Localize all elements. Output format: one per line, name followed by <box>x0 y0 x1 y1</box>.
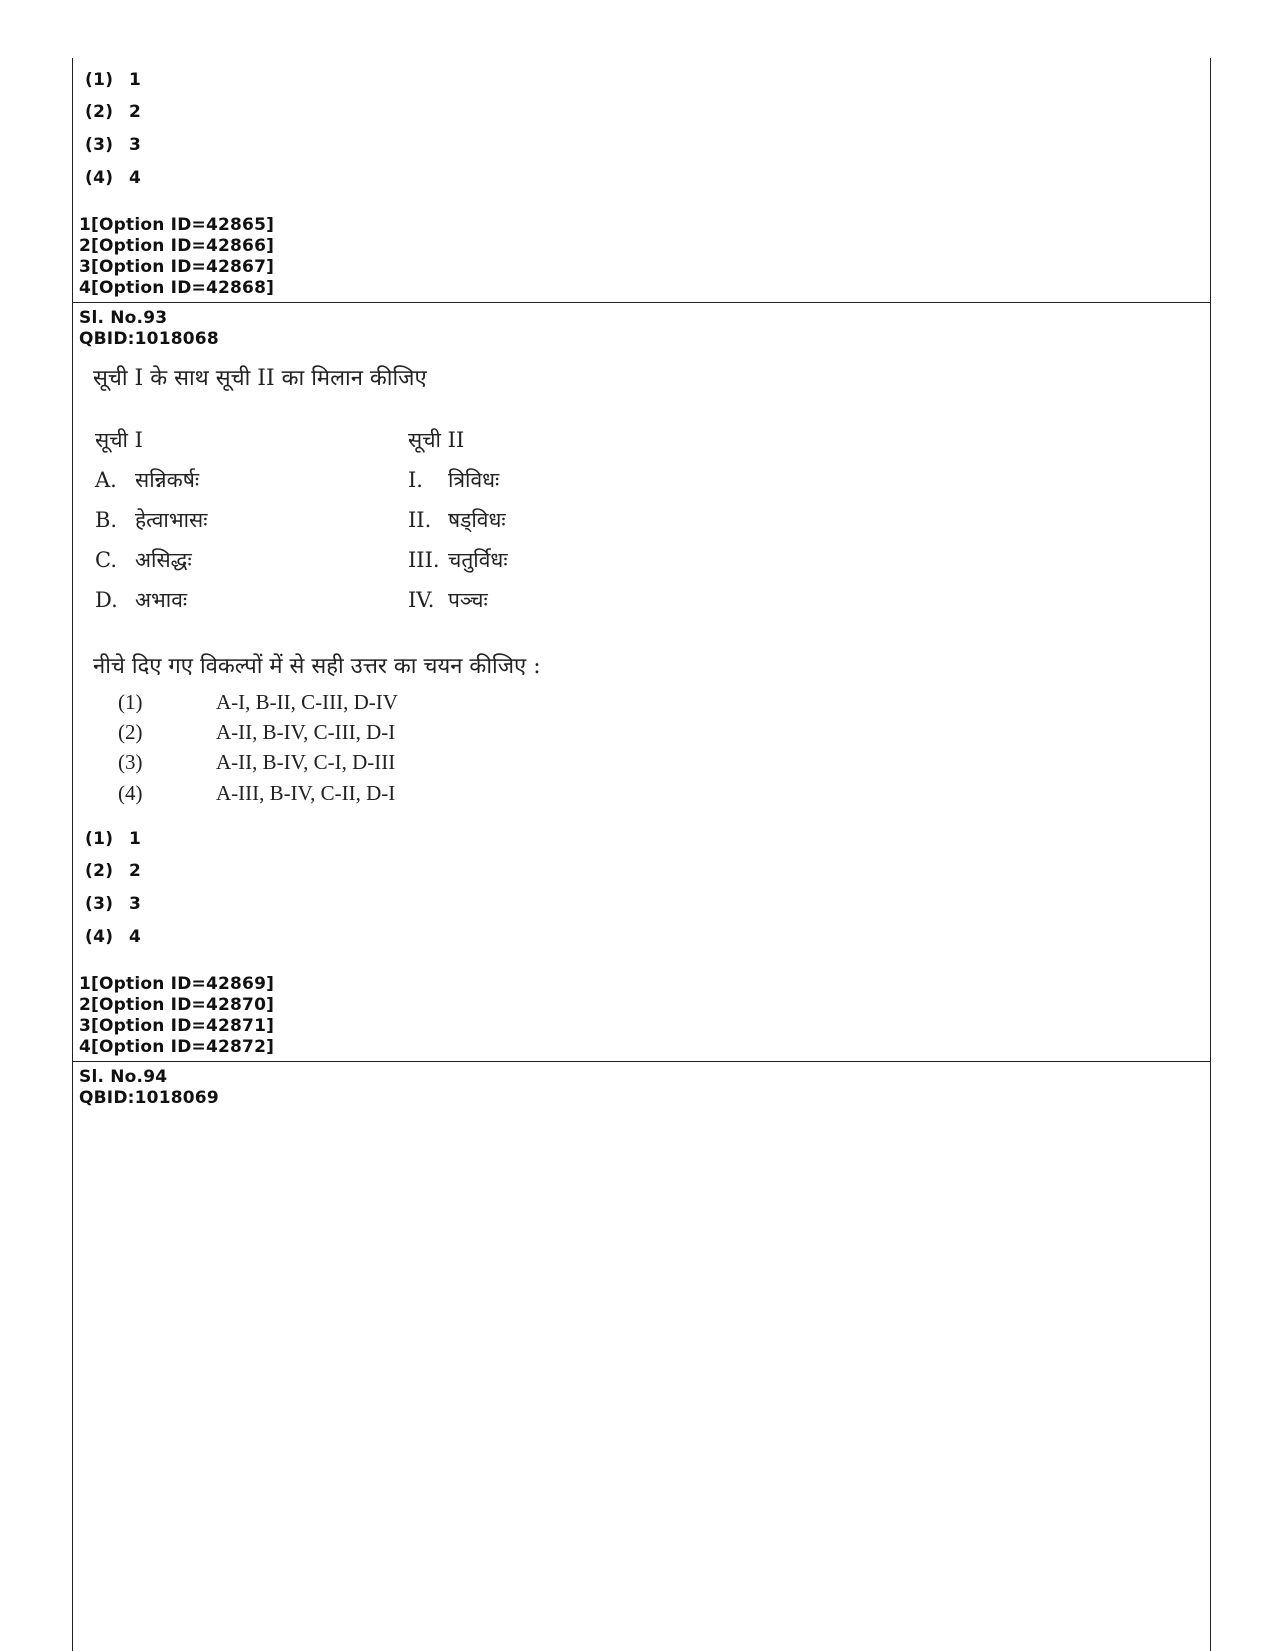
option-1[interactable] <box>85 829 141 849</box>
list1-label: C. <box>95 548 117 572</box>
list1-item <box>95 586 187 614</box>
list2-label: III. <box>408 548 440 572</box>
option-3[interactable] <box>85 135 141 155</box>
choice-number: (2) <box>118 720 143 744</box>
list1-text: सन्निकर्षः <box>135 468 200 492</box>
choice-number: (1) <box>118 690 143 714</box>
list2-text: पञ्चः <box>448 588 488 612</box>
answer-choice <box>118 720 395 745</box>
option-value: 2 <box>129 861 142 881</box>
answer-choice <box>118 750 395 775</box>
option-value: 3 <box>129 894 142 914</box>
list2-text: षड्विधः <box>448 508 506 532</box>
option-value: 3 <box>129 135 142 155</box>
qbid: QBID:1018069 <box>79 1088 219 1108</box>
option-3[interactable] <box>85 894 141 914</box>
list2-label: II. <box>408 508 432 532</box>
option-id: 1[Option ID=42869] <box>79 974 275 994</box>
serial-number: Sl. No.93 <box>79 308 168 328</box>
option-4[interactable] <box>85 168 141 188</box>
answer-choice <box>118 781 395 806</box>
choice-number: (4) <box>118 781 143 805</box>
option-id-list <box>79 974 274 1058</box>
option-2[interactable] <box>85 102 141 122</box>
list1-text: अभावः <box>135 588 188 612</box>
choice-text: A-II, B-IV, C-III, D-I <box>216 720 396 744</box>
option-number: (4) <box>85 927 114 947</box>
serial-number: Sl. No.94 <box>79 1067 168 1087</box>
list1-item <box>95 506 207 534</box>
list2-item <box>408 506 506 534</box>
option-id: 2[Option ID=42866] <box>79 236 275 256</box>
choice-text: A-II, B-IV, C-I, D-III <box>216 750 396 774</box>
list1-item <box>95 546 192 574</box>
list1-text: हेत्वाभासः <box>135 508 208 532</box>
answer-choice <box>118 690 398 715</box>
list2-text: त्रिविधः <box>448 468 500 492</box>
divider <box>73 302 1210 303</box>
list2-item <box>408 466 499 494</box>
option-id: 4[Option ID=42872] <box>79 1037 275 1057</box>
list1-item <box>95 466 199 494</box>
option-value: 2 <box>129 102 142 122</box>
qbid: QBID:1018068 <box>79 329 219 349</box>
option-number: (3) <box>85 894 114 914</box>
list2-label: I. <box>408 468 423 492</box>
list1-header: सूची I <box>95 428 143 452</box>
option-value: 1 <box>129 70 142 90</box>
question-meta <box>79 1067 219 1109</box>
question-meta <box>79 308 219 350</box>
option-2[interactable] <box>85 861 141 881</box>
option-id: 3[Option ID=42871] <box>79 1016 275 1036</box>
option-id-list <box>79 215 274 299</box>
option-id: 2[Option ID=42870] <box>79 995 275 1015</box>
choice-text: A-I, B-II, C-III, D-IV <box>216 690 398 714</box>
option-number: (1) <box>85 829 114 849</box>
divider <box>73 1061 1210 1062</box>
option-value: 1 <box>129 829 142 849</box>
list1-label: D. <box>95 588 118 612</box>
list2-label: IV. <box>408 588 435 612</box>
option-1[interactable] <box>85 70 141 90</box>
choice-number: (3) <box>118 750 143 774</box>
option-value: 4 <box>129 168 142 188</box>
option-number: (1) <box>85 70 114 90</box>
instruction-text: नीचे दिए गए विकल्पों में से सही उत्तर का चयन कीजिए : <box>93 654 541 679</box>
choice-text: A-III, B-IV, C-II, D-I <box>216 781 396 805</box>
option-number: (4) <box>85 168 114 188</box>
option-id: 1[Option ID=42865] <box>79 215 275 235</box>
list1-text: असिद्धः <box>135 548 192 572</box>
question-prompt: सूची I के साथ सूची II का मिलान कीजिए <box>93 366 427 391</box>
question-frame <box>72 58 1211 1651</box>
list2-item <box>408 546 508 574</box>
option-number: (2) <box>85 102 114 122</box>
list1-label: A. <box>95 468 117 492</box>
option-id: 3[Option ID=42867] <box>79 257 275 277</box>
list1-label: B. <box>95 508 118 532</box>
list2-text: चतुर्विधः <box>448 548 508 572</box>
list2-item <box>408 586 488 614</box>
option-number: (2) <box>85 861 114 881</box>
option-4[interactable] <box>85 927 141 947</box>
option-value: 4 <box>129 927 142 947</box>
option-id: 4[Option ID=42868] <box>79 278 275 298</box>
list2-header: सूची II <box>408 428 465 452</box>
option-number: (3) <box>85 135 114 155</box>
